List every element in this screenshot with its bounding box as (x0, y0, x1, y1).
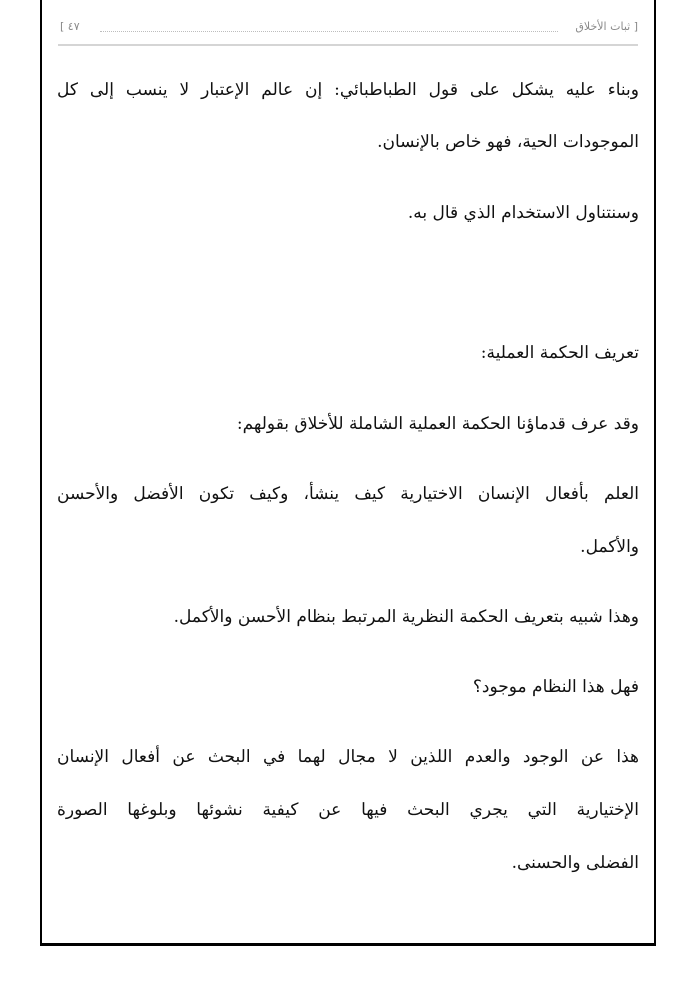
paragraph-line: الموجودات الحية، فهو خاص بالإنسان. (377, 132, 639, 152)
paragraph-line: الفضلى والحسنى. (511, 853, 639, 873)
paragraph-line: وقد عرف قدماؤنا الحكمة العملية الشاملة للأخلاق بقولهم: (236, 414, 639, 434)
section-heading: تعريف الحكمة العملية: (480, 343, 639, 363)
page-number: ٤٧ ] (60, 20, 80, 33)
running-header (60, 18, 638, 40)
paragraph-line: وسنتناول الاستخدام الذي قال به. (407, 203, 639, 223)
header-leader-dots (100, 31, 558, 32)
paragraph-line: فهل هذا النظام موجود؟ (472, 677, 639, 697)
paragraph-line: الإختيارية التي يجري البحث فيها عن كيفية نشوئها وبلوغها الصورة (57, 800, 639, 820)
running-header-title: [ ثبات الأخلاق (575, 20, 638, 33)
paragraph-line: هذا عن الوجود والعدم اللذين لا مجال لهما في البحث عن أفعال الإنسان (57, 747, 639, 767)
paragraph-line: وبناء عليه يشكل على قول الطباطبائي: إن عالم الإعتبار لا ينسب إلى كل (57, 80, 639, 100)
header-rule (58, 44, 638, 46)
paragraph-line: والأكمل. (580, 537, 639, 557)
paragraph-line: وهذا شبيه بتعريف الحكمة النظرية المرتبط بنظام الأحسن والأكمل. (173, 607, 639, 627)
paragraph-line: العلم بأفعال الإنسان الاختيارية كيف ينشأ، وكيف تكون الأفضل والأحسن (57, 484, 639, 504)
